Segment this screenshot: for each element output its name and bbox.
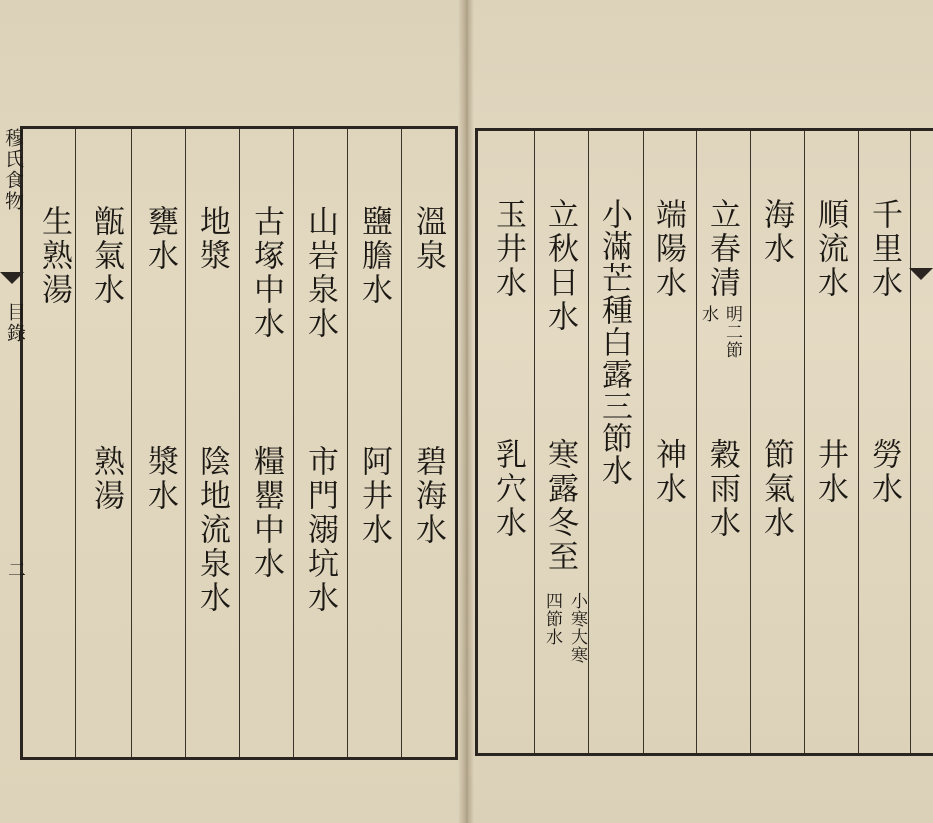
toc-entry: 立秋日水 [542,198,578,334]
toc-entry: 穀雨水 [704,438,740,540]
column-rule [534,131,535,753]
toc-entry: 陰地流泉水 [194,445,230,615]
column-rule [239,129,240,757]
column-rule [750,131,751,753]
toc-entry: 神水 [650,438,686,506]
toc-entry: 井水 [812,438,848,506]
column-rule [910,131,911,753]
toc-entry: 碧海水 [410,445,446,547]
book-title: 穆氏食物 [2,128,24,212]
column-rule [858,131,859,753]
toc-entry: 海水 [758,198,794,266]
toc-entry: 鹽膽水 [356,205,392,307]
toc-note: 明二節 [722,305,742,359]
column-rule [185,129,186,757]
toc-note: 小寒大寒 [567,592,587,664]
toc-entry: 玉井水 [490,198,526,300]
toc-entry: 寒露冬至 [542,438,578,574]
toc-entry: 山岩泉水 [302,205,338,341]
column-rule [643,131,644,753]
toc-entry: 糧罌中水 [248,445,284,581]
toc-entry: 甕水 [142,205,178,273]
toc-entry: 甑氣水 [88,205,124,307]
toc-entry: 節氣水 [758,438,794,540]
fish-tail-mark [0,272,24,284]
book-gutter [458,0,474,823]
toc-entry: 地漿 [194,205,230,273]
toc-entry: 古塚中水 [248,205,284,341]
toc-note: 水 [698,305,718,323]
toc-entry: 生熟湯 [36,205,72,307]
toc-entry: 市門溺坑水 [302,445,338,615]
toc-entry: 勞水 [866,438,902,506]
section-label: 目錄 [4,302,26,344]
toc-entry: 千里水 [866,198,902,300]
toc-entry: 阿井水 [356,445,392,547]
column-rule [804,131,805,753]
column-rule [293,129,294,757]
toc-note: 四節水 [542,592,562,646]
toc-entry: 熟湯 [88,445,124,513]
toc-entry: 溫泉 [410,205,446,273]
toc-entry: 乳穴水 [490,438,526,540]
column-rule [696,131,697,753]
toc-entry: 順流水 [812,198,848,300]
fish-tail-mark [909,268,933,280]
toc-entry: 立春清 [704,198,740,300]
page-number: 二 [5,560,26,578]
toc-entry: 小滿芒種白露三節水 [596,198,632,486]
toc-entry: 漿水 [142,445,178,513]
column-rule [401,129,402,757]
column-rule [347,129,348,757]
column-rule [131,129,132,757]
toc-entry: 端陽水 [650,198,686,300]
